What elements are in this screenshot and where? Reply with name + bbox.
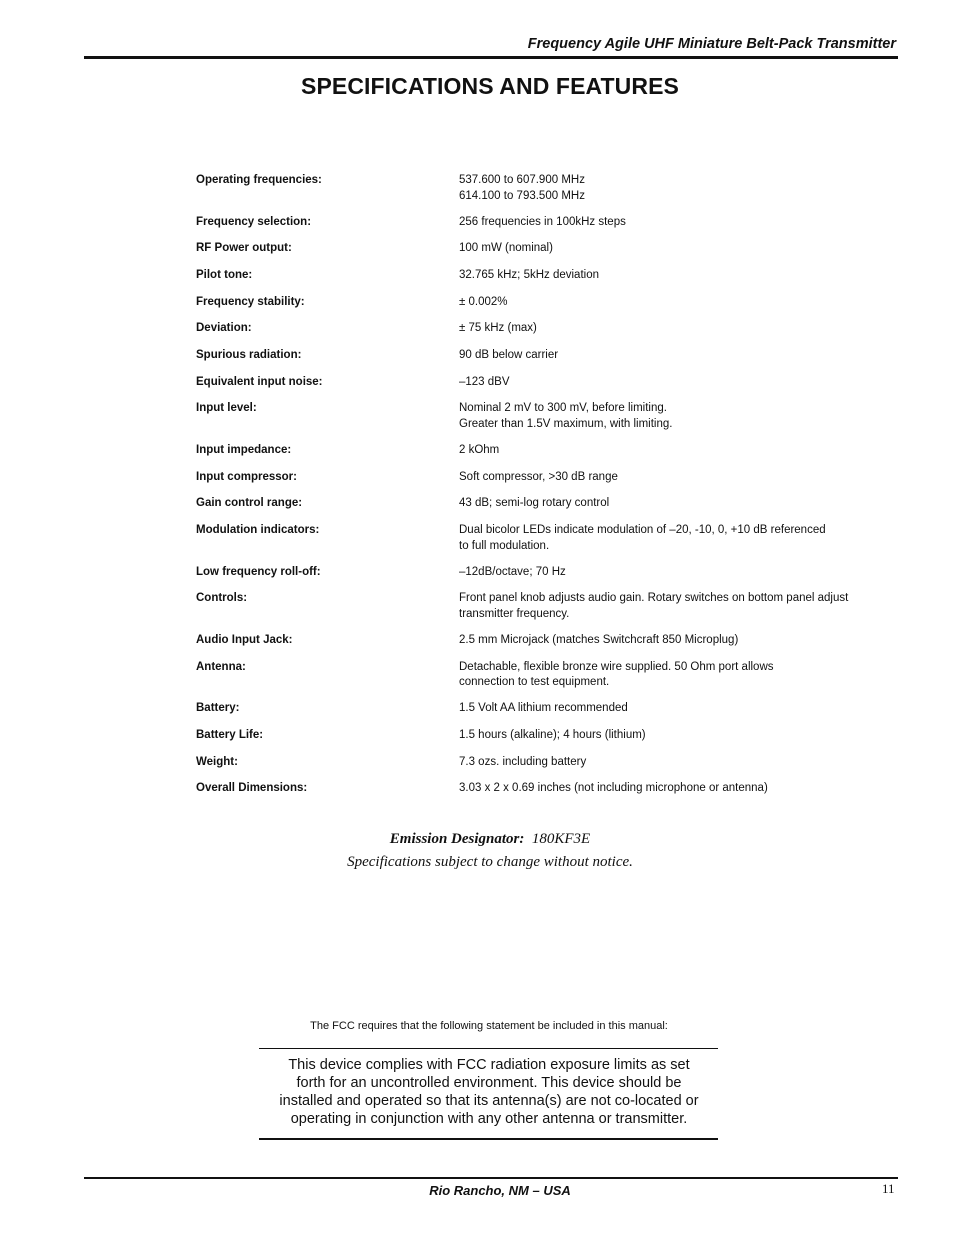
emission-value: 180KF3E <box>531 831 591 847</box>
spec-label: Operating frequencies: <box>196 174 322 186</box>
spec-row <box>196 268 896 284</box>
spec-row <box>196 375 896 391</box>
fcc-statement-line: installed and operated so that its antenna(s) are not co-located or <box>279 1093 699 1109</box>
fcc-box-bottom-rule <box>259 1138 718 1140</box>
spec-value <box>459 348 896 364</box>
spec-row <box>196 591 896 622</box>
spec-value <box>459 321 896 337</box>
spec-row <box>196 321 896 337</box>
spec-label: Audio Input Jack: <box>196 633 293 646</box>
spec-value <box>459 781 896 797</box>
spec-value-line: connection to test equipment. <box>459 676 610 689</box>
spec-row <box>196 660 896 691</box>
spec-value-line: 2 kOhm <box>459 444 500 456</box>
spec-value-line: 2.5 mm Microjack (matches Switchcraft 850 Microplug) <box>459 633 739 646</box>
spec-value <box>459 375 896 391</box>
spec-label: Battery: <box>196 702 240 715</box>
spec-value <box>459 496 896 512</box>
spec-value-line: 90 dB below carrier <box>459 349 559 362</box>
spec-label: Spurious radiation: <box>196 349 302 362</box>
spec-value <box>459 591 896 622</box>
spec-row <box>196 633 896 649</box>
spec-value-line: Nominal 2 mV to 300 mV, before limiting. <box>459 402 667 415</box>
spec-row <box>196 496 896 512</box>
spec-label: Frequency stability: <box>196 295 305 308</box>
spec-value <box>459 701 896 717</box>
spec-value <box>459 565 896 581</box>
spec-label: Modulation indicators: <box>196 524 320 537</box>
spec-value-line: Greater than 1.5V maximum, with limiting. <box>459 417 673 430</box>
spec-value-line: 100 mW (nominal) <box>459 242 553 255</box>
spec-label: Input level: <box>196 402 257 415</box>
spec-label: Gain control range: <box>196 497 303 510</box>
spec-label: Low frequency roll-off: <box>196 565 321 578</box>
spec-value-line: –12dB/octave; 70 Hz <box>459 565 566 578</box>
spec-label: Input impedance: <box>196 444 292 456</box>
spec-row <box>196 215 896 231</box>
spec-value-line: 1.5 hours (alkaline); 4 hours (lithium) <box>459 728 646 741</box>
spec-value-line: 43 dB; semi-log rotary control <box>459 497 610 510</box>
spec-label: Overall Dimensions: <box>196 782 308 795</box>
spec-value-line: 3.03 x 2 x 0.69 inches (not including microphone or antenna) <box>459 782 768 795</box>
change-notice: Specifications subject to change without notice. <box>347 854 633 870</box>
spec-row <box>196 523 896 554</box>
spec-value-line: Dual bicolor LEDs indicate modulation of –20, -10, 0, +10 dB referenced <box>459 524 826 537</box>
spec-label: Weight: <box>196 755 238 768</box>
spec-row <box>196 295 896 311</box>
spec-row <box>196 401 896 432</box>
spec-value <box>459 633 896 649</box>
spec-value <box>459 660 896 691</box>
spec-value <box>459 295 896 311</box>
spec-label: Frequency selection: <box>196 215 312 228</box>
spec-value <box>459 523 896 554</box>
running-header: Frequency Agile UHF Miniature Belt-Pack Transmitter <box>527 36 896 52</box>
spec-value <box>459 173 896 204</box>
spec-value-line: 1.5 Volt AA lithium recommended <box>459 702 628 715</box>
spec-value-line: Soft compressor, >30 dB range <box>459 470 618 483</box>
spec-row <box>196 348 896 364</box>
spec-value <box>459 728 896 744</box>
spec-row <box>196 241 896 257</box>
spec-label: Pilot tone: <box>196 268 253 281</box>
fcc-statement-line: operating in conjunction with any other antenna or transmitter. <box>290 1111 688 1127</box>
spec-value-line: to full modulation. <box>459 539 550 552</box>
spec-value-line: Front panel knob adjusts audio gain. Rotary switches on bottom panel adjust <box>459 592 849 605</box>
spec-row <box>196 443 896 459</box>
footer-divider <box>84 1177 898 1179</box>
fcc-box-top-rule <box>259 1048 718 1049</box>
spec-value-line: 7.3 ozs. including battery <box>459 755 587 768</box>
fcc-intro: The FCC requires that the following statement be included in this manual: <box>310 1020 668 1032</box>
header-divider <box>84 56 898 59</box>
spec-row <box>196 470 896 486</box>
spec-value <box>459 443 896 459</box>
spec-value-line: transmitter frequency. <box>459 607 570 620</box>
spec-table <box>196 173 896 797</box>
spec-value-line: 256 frequencies in 100kHz steps <box>459 215 626 228</box>
spec-value <box>459 215 896 231</box>
spec-label: Equivalent input noise: <box>196 375 323 388</box>
spec-label: Antenna: <box>196 660 246 673</box>
spec-value <box>459 241 896 257</box>
spec-value-line: 537.600 to 607.900 MHz <box>459 174 585 186</box>
spec-value-line: 32.765 kHz; 5kHz deviation <box>459 268 599 281</box>
emission-designator <box>0 831 954 848</box>
spec-value <box>459 401 896 432</box>
spec-label: Input compressor: <box>196 470 297 483</box>
spec-value <box>459 268 896 284</box>
spec-value <box>459 470 896 486</box>
spec-value-line: 614.100 to 793.500 MHz <box>459 189 585 202</box>
spec-row <box>196 565 896 581</box>
spec-label: RF Power output: <box>196 242 292 255</box>
spec-value-line: Detachable, flexible bronze wire supplied. 50 Ohm port allows <box>459 660 774 673</box>
fcc-statement <box>254 1056 724 1128</box>
spec-row <box>196 701 896 717</box>
fcc-statement-line: forth for an uncontrolled environment. This device should be <box>296 1075 682 1091</box>
spec-row <box>196 781 896 797</box>
spec-label: Battery Life: <box>196 728 264 741</box>
spec-row <box>196 173 896 204</box>
spec-row <box>196 755 896 771</box>
spec-row <box>196 728 896 744</box>
fcc-statement-line: This device complies with FCC radiation exposure limits as set <box>288 1057 690 1073</box>
spec-label: Deviation: <box>196 322 252 335</box>
page-title: SPECIFICATIONS AND FEATURES <box>301 73 679 99</box>
spec-label: Controls: <box>196 592 248 605</box>
emission-label: Emission Designator: <box>389 831 525 847</box>
spec-value-line: ± 75 kHz (max) <box>459 322 537 335</box>
spec-value-line: ± 0.002% <box>459 295 508 308</box>
page-number: 11 <box>882 1181 895 1196</box>
footer-location: Rio Rancho, NM – USA <box>429 1183 571 1198</box>
spec-value <box>459 755 896 771</box>
spec-value-line: –123 dBV <box>459 375 510 388</box>
